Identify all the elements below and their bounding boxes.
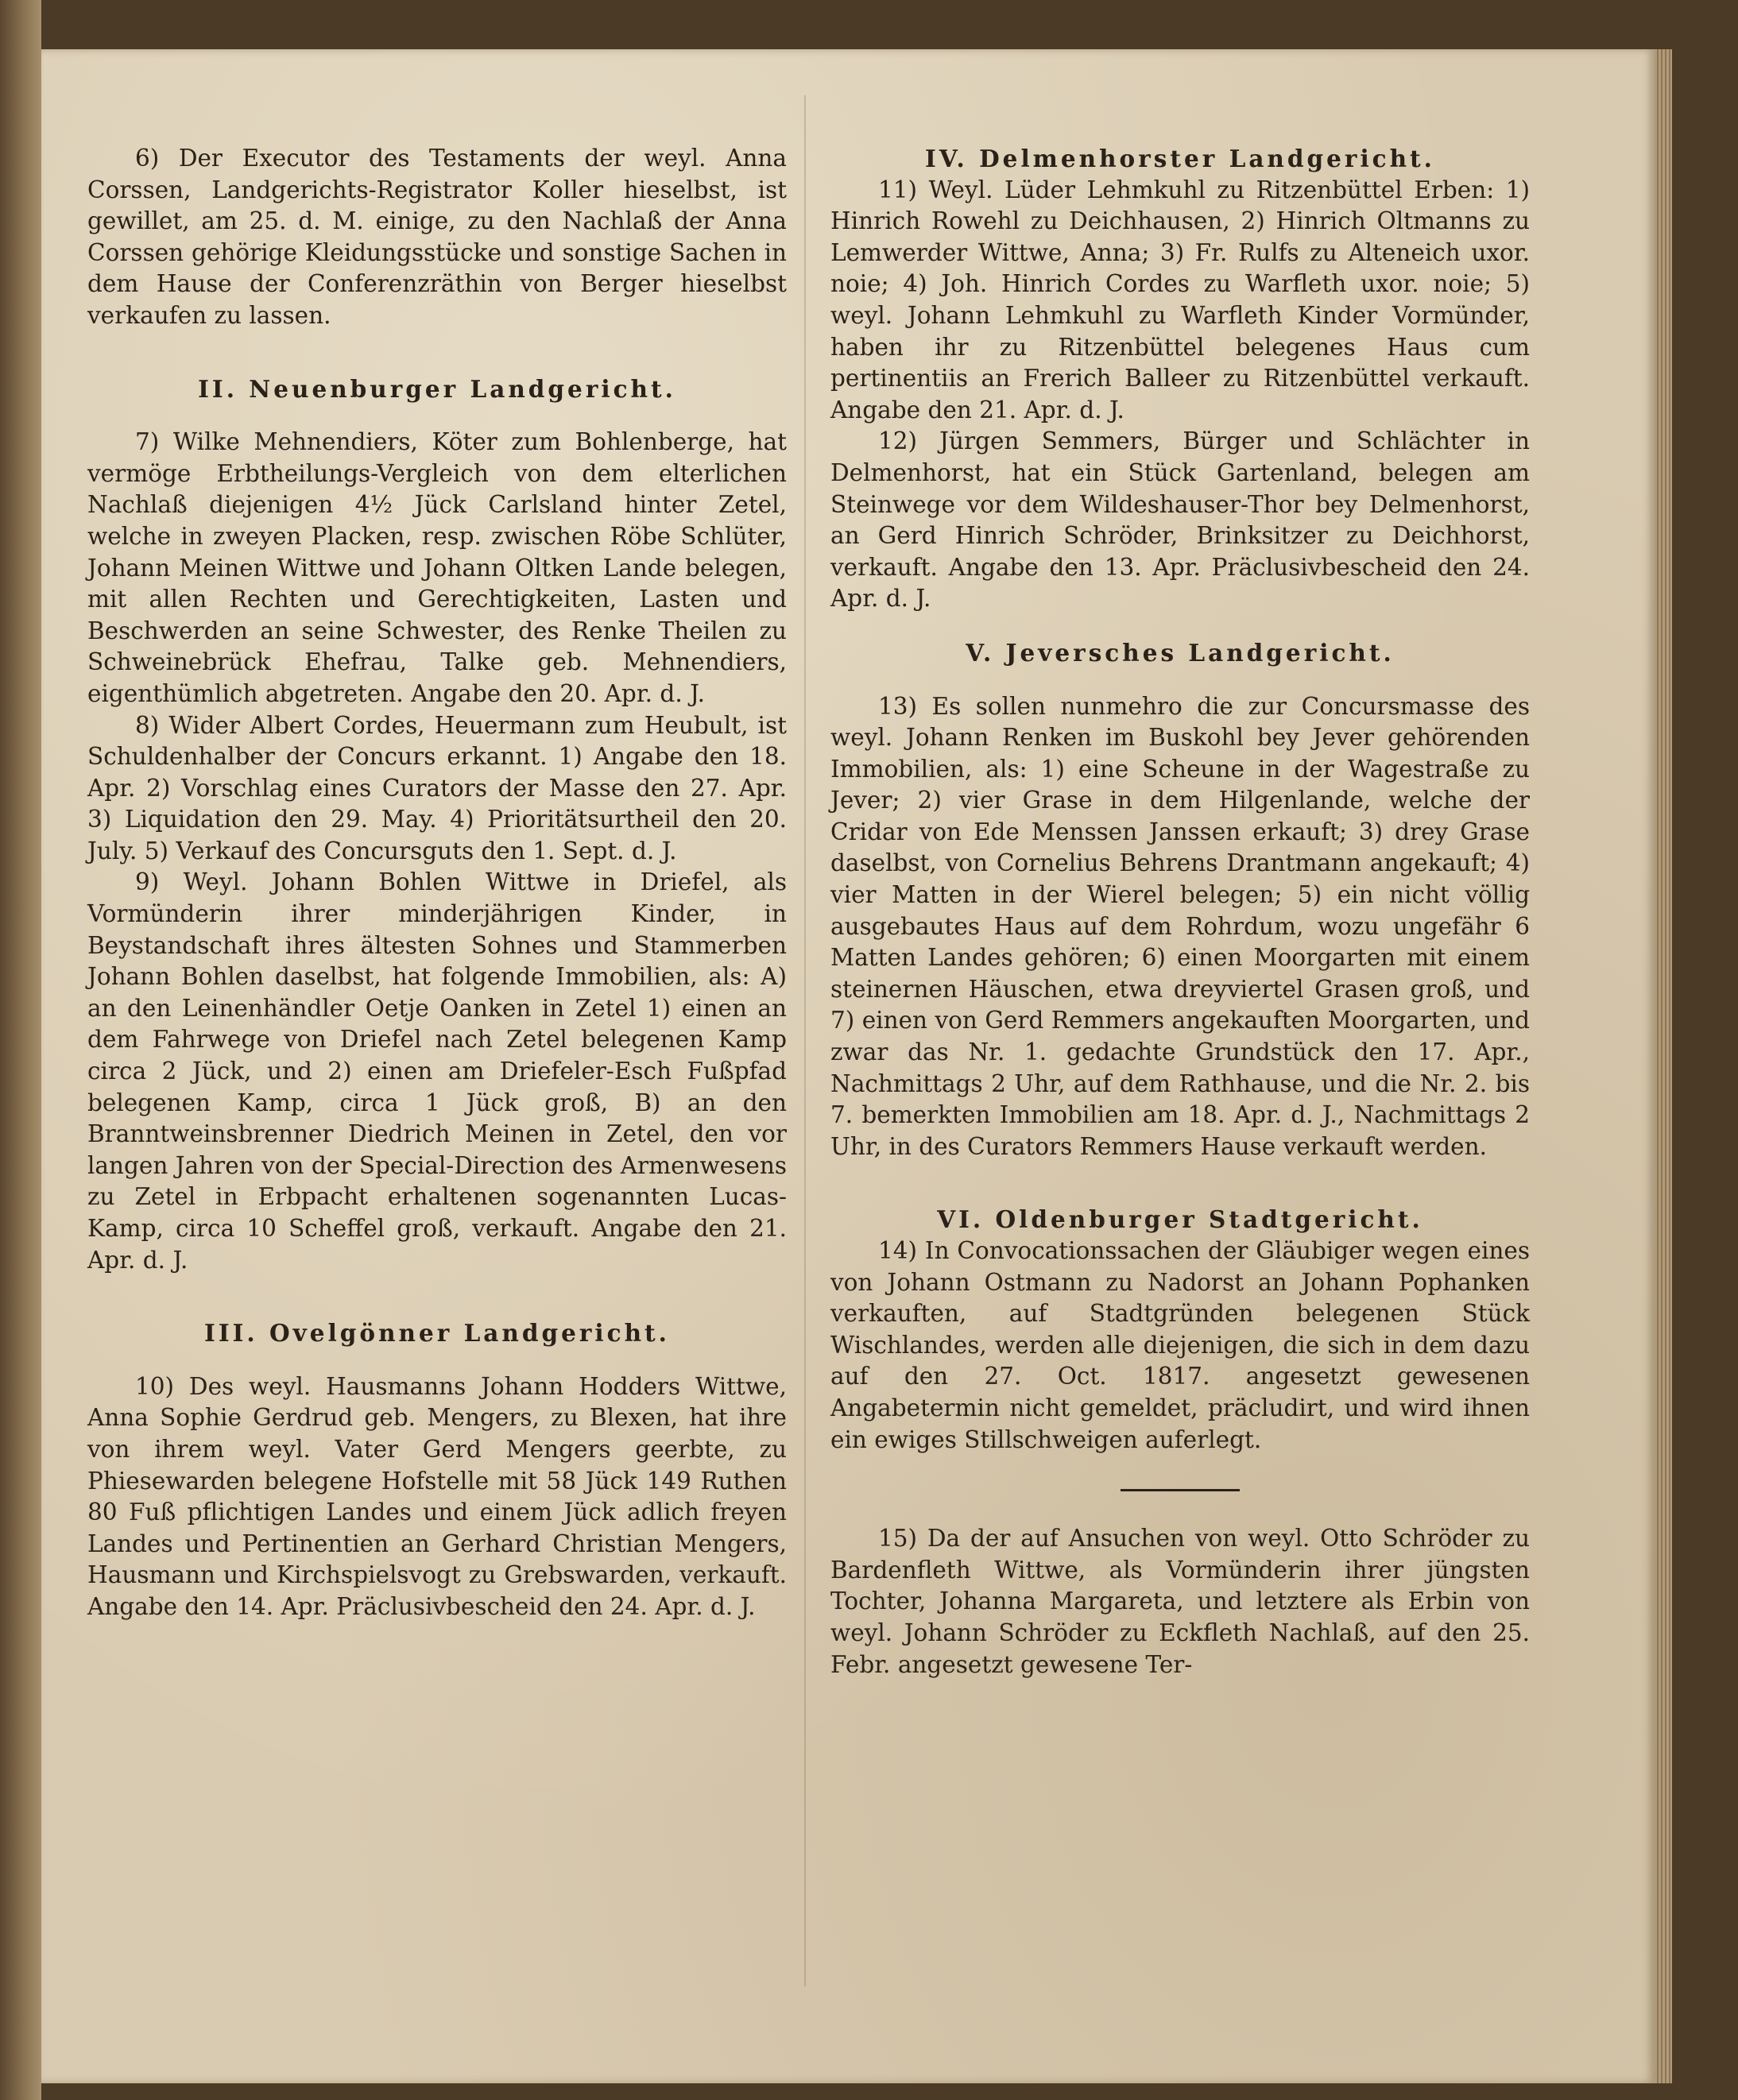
notice-7: 7) Wilke Mehnendiers, Köter zum Bohlenberge, hat vermöge Erbtheilungs-Vergleich von dem elterlichen Nachlaß diejenigen 4½ Jück Carlsland hinter Zetel, welche in zweyen Placken, resp. zwischen Röbe Schlüter, Johann Meinen Wittwe und Johann Oltken Lande belegen, mit allen Rechten und Gerechtigkeiten, Lasten und Beschwerden an seine Schwester, des Renke Theilen zu Schweinebrück Ehefrau, Talke geb. Mehnendiers, eigenthümlich abgetreten. Angabe den 20. Apr. d. J. (87, 428, 787, 707)
notice-10: 10) Des weyl. Hausmanns Johann Hodders Wittwe, Anna Sophie Gerdrud geb. Mengers, zu Blexen, hat ihre von ihrem weyl. Vater Gerd Mengers geerbte, zu Phiesewarden belegene Hofstelle mit 58 Jück 149 Ruthen 80 Fuß pflichtigen Landes und einem Jück adlich freyen Landes und Pertinentien an Gerhard Christian Mengers, Hausmann und Kirchspielsvogt zu Grebswarden, verkauft. Angabe den 14. Apr. Präclusivbescheid den 24. Apr. d. J. (87, 1372, 787, 1620)
notice-12: 12) Jürgen Semmers, Bürger und Schlächter in Delmenhorst, hat ein Stück Gartenland, belegen am Steinwege vor dem Wildeshauser-Thor bey Delmenhorst, an Gerd Hinrich Schröder, Brinksitzer zu Deichhorst, verkauft. Angabe den 13. Apr. Präclusivbescheid den 24. Apr. d. J. (830, 427, 1530, 613)
heading-delmenhorster-landgericht: IV. Delmenhorster Landgericht. (925, 145, 1435, 172)
notice-11: 11) Weyl. Lüder Lehmkuhl zu Ritzenbüttel Erben: 1) Hinrich Rowehl zu Deichhausen, 2) Hinrich Oltmanns zu Lemwerder Wittwe, Anna; 3) Fr. Rulfs zu Alteneich uxor. noie; 4) Joh. Hinrich Cordes zu Warfleth uxor. noie; 5) weyl. Johann Lehmkuhl zu Warfleth Kinder Vormünder, haben ihr zu Ritzenbüttel belegenes Haus cum pertinentiis an Frerich Balleer zu Ritzenbüttel verkauft. Angabe den 21. Apr. d. J. (830, 176, 1530, 423)
right-column (830, 143, 1530, 1680)
section-divider-rule (1121, 1489, 1240, 1491)
left-column (87, 143, 787, 1623)
heading-neuenburger-landgericht: II. Neuenburger Landgericht. (198, 374, 676, 403)
notice-8: 8) Wider Albert Cordes, Heuermann zum Heubult, ist Schuldenhalber der Concurs erkannt. 1) Angabe den 18. Apr. 2) Vorschlag eines Curators der Masse den 27. Apr. 3) Liquidation den 29. May. 4) Prioritätsurtheil den 20. July. 5) Verkauf des Concursguts den 1. Sept. d. J. (87, 711, 787, 864)
right-page-edge (1655, 49, 1672, 2083)
heading-oldenburger-stadtgericht: VI. Oldenburger Stadtgericht. (937, 1205, 1423, 1234)
notice-13: 13) Es sollen nunmehro die zur Concursmasse des weyl. Johann Renken im Buskohl bey Jever gehörenden Immobilien, als: 1) eine Scheune in der Wagestraße zu Jever; 2) vier Grase in dem Hilgenlande, welche der Cridar von Ede Menssen Janssen erkauft; 3) drey Grase daselbst, von Cornelius Behrens Drantmann angekauft; 4) vier Matten in der Wierel belegen; 5) ein nicht völlig ausgebautes Haus auf dem Rohrdum, wozu ungefähr 6 Matten Landes gehören; 6) einen Moorgarten mit einem steinernen Häuschen, etwa dreyviertel Grasen groß, und 7) einen von Gerd Remmers angekauften Moorgarten, und zwar das Nr. 1. gedachte Grundstück den 17. Apr., Nachmittags 2 Uhr, auf dem Rathhause, und die Nr. 2. bis 7. bemerkten Immobilien am 18. Apr. d. J., Nachmittags 2 Uhr, in des Curators Remmers Hause verkauft werden. (830, 692, 1530, 1160)
left-page-edge (0, 0, 41, 2100)
notice-14: 14) In Convocationssachen der Gläubiger wegen eines von Johann Ostmann zu Nadorst an Johann Pophanken verkauften, auf Stadtgründen belegenen Stück Wischlandes, werden alle diejenigen, die sich in dem dazu auf den 27. Oct. 1817. angesetzt gewesenen Angabetermin nicht gemeldet, präcludirt, und wird ihnen ein ewiges Stillschweigen auferlegt. (830, 1237, 1530, 1453)
notice-15: 15) Da der auf Ansuchen von weyl. Otto Schröder zu Bardenfleth Wittwe, als Vormünderin ihrer jüngsten Tochter, Johanna Margareta, und letztere als Erbin von weyl. Johann Schröder zu Eckfleth Nachlaß, auf den 25. Febr. angesetzt gewesene Ter- (830, 1525, 1530, 1678)
notice-9: 9) Weyl. Johann Bohlen Wittwe in Driefel, als Vormünderin ihrer minderjährigen Kinder, in Beystandschaft ihres ältesten Sohnes und Stammerben Johann Bohlen daselbst, hat folgende Immobilien, als: A) an den Leinenhändler Oetje Oanken in Zetel 1) einen an dem Fahrwege von Driefel nach Zetel belegenen Kamp circa 2 Jück, und 2) einen am Driefeler-Esch Fußpfad belegenen Kamp, circa 1 Jück groß, B) an den Branntweinsbrenner Diedrich Meinen in Zetel, den vor langen Jahren von der Special-Direction des Armenwesens zu Zetel in Erbpacht erhaltenen sogenannten Lucas-Kamp, circa 10 Scheffel groß, verkauft. Angabe den 21. Apr. d. J. (87, 868, 787, 1274)
heading-jeversches-landgericht: V. Jeversches Landgericht. (966, 638, 1395, 667)
heading-ovelgoenner-landgericht: III. Ovelgönner Landgericht. (204, 1319, 670, 1348)
notice-6: 6) Der Executor des Testaments der weyl. Anna Corssen, Landgerichts-Registrator Koller hieselbst, ist gewillet, am 25. d. M. einige, zu den Nachlaß der Anna Corssen gehörige Kleidungsstücke und sonstige Sachen in dem Hause der Conferenzräthin von Berger hieselbst verkaufen zu lassen. (87, 145, 787, 329)
column-gutter (804, 95, 806, 1986)
